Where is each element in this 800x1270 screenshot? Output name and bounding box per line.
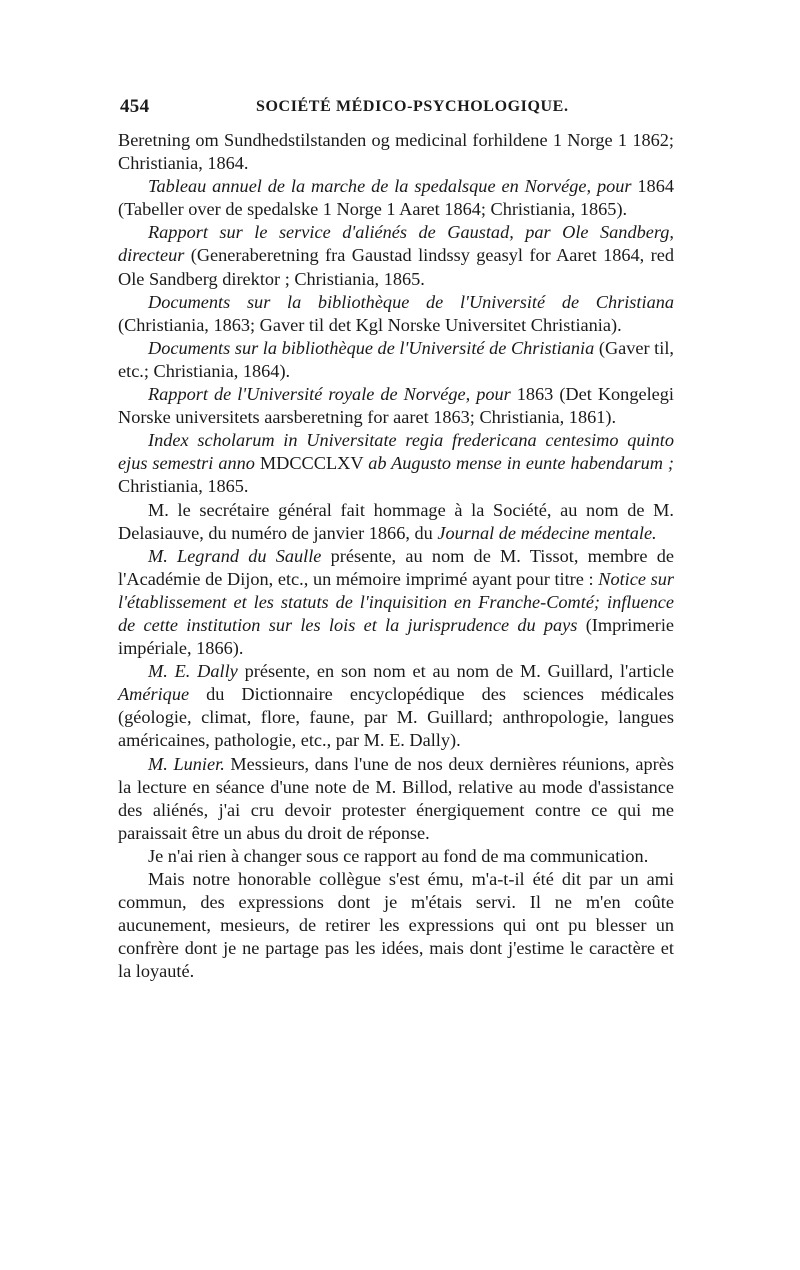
italic-text: Amérique: [118, 684, 190, 705]
italic-text: Documents sur la bibliothèque de l'Université de Christiania: [148, 337, 595, 358]
text-run: présente, au nom de M. Tissot, membre de l'Académie de Dijon, etc., un mémoire imprimé ayant pour titre :: [118, 545, 674, 589]
paragraph: [118, 291, 674, 337]
paragraph: [118, 845, 674, 868]
text-run: Je n'ai rien à changer sous ce rapport au fond de ma communication.: [148, 845, 649, 866]
text-run: présente, en son nom et au nom de M. Guillard, l'article: [237, 661, 674, 682]
italic-text: Index scholarum in Universitate regia fredericana centesimo quinto ejus semestri anno: [118, 430, 674, 474]
paragraph: [118, 221, 674, 290]
text-run: (Generaberetning fra Gaustad lindssy geasyl for Aaret 1864, red Ole Sandberg direktor ; Christiania, 1865.: [118, 245, 674, 289]
paragraph: [118, 429, 674, 498]
text-run: Messieurs, dans l'une de nos deux dernières réunions, après la lecture en séance d'une note de M. Billod, relative au mode d'assistance des aliénés, j'ai cru devoir protester énergiquement contre ce qui me paraissait être un abus du droit de réponse.: [118, 753, 674, 843]
paragraph: [118, 175, 674, 221]
italic-text: Tableau annuel de la marche de la spedalsque en Norvége, pour: [148, 176, 632, 197]
paragraph: [118, 753, 674, 845]
text-run: 1863 (Det Kongelegi Norske universitets aarsberetning for aaret 1863; Christiania, 1861).: [118, 384, 674, 428]
text-run: Christiania, 1865.: [118, 476, 249, 497]
italic-text: ab Augusto mense in eunte habendarum ;: [368, 453, 674, 474]
paragraph: [118, 383, 674, 429]
paragraph: [118, 660, 674, 752]
text-run: MDCCCLXV: [254, 453, 369, 474]
italic-text: M. E. Dally: [148, 661, 238, 682]
text-run: Mais notre honorable collègue s'est ému, m'a-t-il été dit par un ami commun, des expressions dont je m'étais servi. Il ne m'en coûte aucunement, mesieurs, de retirer les expressions qui ont pu blesser un confrère dont je ne partage pas les idées, mais dont j'estime le caractère et la loyauté.: [118, 869, 674, 982]
page-number: 454: [120, 96, 150, 117]
italic-text: Rapport sur le service d'aliénés de Gaustad, par Ole Sandberg, directeur: [118, 222, 674, 266]
text-run: du Dictionnaire encyclopédique des sciences médicales (géologie, climat, flore, faune, par M. Guillard; anthropologie, langues américaines, pathologie, etc., par M. E. Dally).: [118, 684, 674, 751]
italic-text: Notice sur l'établissement et les statuts de l'inquisition en Franche-Comté; influence de cette institution sur les lois et la jurisprudence du pays: [118, 568, 674, 635]
paragraph: [118, 337, 674, 383]
paragraph: [118, 499, 674, 545]
paragraph: [118, 868, 674, 983]
paragraph: [118, 545, 674, 660]
italic-text: M. Legrand du Saulle: [148, 545, 322, 566]
text-run: Beretning om Sundhedstilstanden og medicinal forhildene 1 Norge 1 1862; Christiania, 1864.: [118, 130, 674, 174]
italic-text: M. Lunier.: [148, 753, 225, 774]
text-run: (Christiania, 1863; Gaver til det Kgl Norske Universitet Christiania).: [118, 314, 622, 335]
page-header: [120, 96, 680, 120]
paragraph: [118, 129, 674, 175]
italic-text: Journal de médecine mentale.: [437, 522, 657, 543]
text-run: 1864 (Tabeller over de spedalske 1 Norge 1 Aaret 1864; Christiania, 1865).: [118, 176, 674, 220]
text-run: (Imprimerie impériale, 1866).: [118, 614, 675, 659]
italic-text: Rapport de l'Université royale de Norvége, pour: [148, 384, 511, 405]
body-text: [118, 129, 674, 983]
running-head: SOCIÉTÉ MÉDICO-PSYCHOLOGIQUE.: [256, 98, 569, 115]
text-run: M. le secrétaire général fait hommage à la Société, au nom de M. Delasiauve, du numéro de janvier 1866, du: [118, 499, 674, 543]
italic-text: Documents sur la bibliothèque de l'Université de Christiana: [148, 291, 674, 312]
text-run: (Gaver til, etc.; Christiania, 1864).: [118, 337, 674, 381]
